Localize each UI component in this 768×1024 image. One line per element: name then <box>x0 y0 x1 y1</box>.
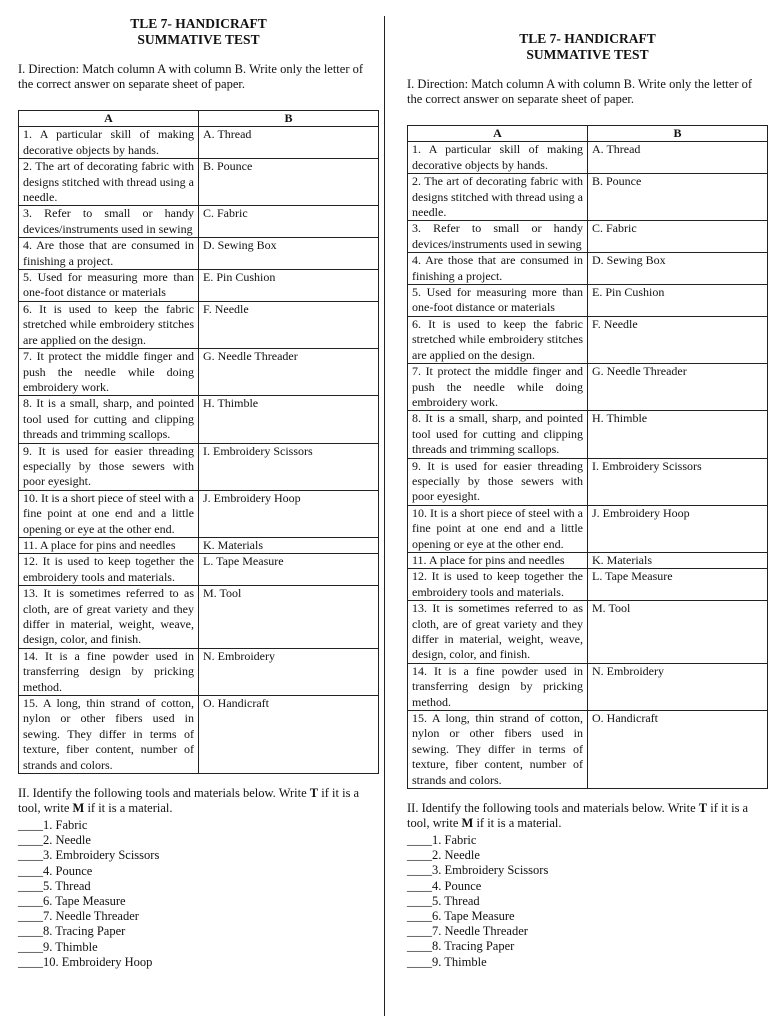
answer-cell: F. Needle <box>199 301 379 348</box>
question-cell: 15. A long, thin strand of cotton, nylon or other fibers used in sewing. They differ in terms of texture, fiber content, number of strands and colors. <box>408 711 588 789</box>
table-row <box>19 696 379 774</box>
list-item: ____2. Needle <box>18 833 91 848</box>
matching-table <box>407 125 768 789</box>
answer-cell: J. Embroidery Hoop <box>588 505 768 552</box>
list-item: ____3. Embroidery Scissors <box>407 863 549 878</box>
answer-cell: H. Thimble <box>588 411 768 458</box>
question-cell: 13. It is sometimes referred to as cloth, are of great variety and they differ in material, weight, weave, design, color, and finish. <box>408 601 588 664</box>
question-cell: 8. It is a small, sharp, and pointed tool used for cutting and clipping threads and trimming scallops. <box>19 396 199 443</box>
table-row <box>408 601 768 664</box>
question-cell: 10. It is a short piece of steel with a fine point at one end and a little opening or eye at the other end. <box>408 505 588 552</box>
question-cell: 11. A place for pins and needles <box>408 552 588 568</box>
list-item: ____1. Fabric <box>18 818 88 833</box>
question-cell: 14. It is a fine powder used in transferring design by pricking method. <box>408 663 588 710</box>
table-row <box>408 711 768 789</box>
item-list <box>18 818 379 970</box>
question-cell: 5. Used for measuring more than one-foot distance or materials <box>19 270 199 302</box>
table-row <box>408 253 768 285</box>
direction-text: I. Direction: Match column A with column B. Write only the letter of the correct answer on separate sheet of paper. <box>407 77 753 106</box>
table-row <box>408 221 768 253</box>
list-item: ____1. Fabric <box>407 833 477 848</box>
table-row <box>408 411 768 458</box>
column-b-header: B <box>199 111 379 127</box>
table-row <box>19 554 379 586</box>
answer-cell: B. Pounce <box>588 174 768 221</box>
question-cell: 2. The art of decorating fabric with designs stitched with thread using a needle. <box>408 174 588 221</box>
answer-cell: I. Embroidery Scissors <box>588 458 768 505</box>
question-cell: 4. Are those that are consumed in finishing a project. <box>19 238 199 270</box>
question-cell: 7. It protect the middle finger and push the needle while doing embroidery work. <box>19 349 199 396</box>
list-item: ____10. Embroidery Hoop <box>18 954 153 969</box>
question-cell: 3. Refer to small or handy devices/instruments used in sewing <box>408 221 588 253</box>
table-row <box>408 316 768 363</box>
list-item: ____4. Pounce <box>407 878 482 893</box>
question-cell: 13. It is sometimes referred to as cloth, are of great variety and they differ in material, weight, weave, design, color, and finish. <box>19 586 199 649</box>
table-row <box>19 238 379 270</box>
title-line-2: SUMMATIVE TEST <box>526 47 649 62</box>
list-item: ____6. Tape Measure <box>18 894 126 909</box>
answer-cell: C. Fabric <box>588 221 768 253</box>
answer-cell: B. Pounce <box>199 159 379 206</box>
answer-cell: A. Thread <box>588 142 768 174</box>
question-cell: 5. Used for measuring more than one-foot distance or materials <box>408 285 588 317</box>
left-column <box>18 16 379 970</box>
page-divider <box>384 16 385 1016</box>
table-row <box>19 490 379 537</box>
table-row <box>408 663 768 710</box>
answer-cell: M. Tool <box>588 601 768 664</box>
table-row <box>19 396 379 443</box>
question-cell: 2. The art of decorating fabric with designs stitched with thread using a needle. <box>19 159 199 206</box>
question-cell: 9. It is used for easier threading especially by those sewers with poor eyesight. <box>19 443 199 490</box>
answer-cell: G. Needle Threader <box>199 349 379 396</box>
table-row <box>19 301 379 348</box>
column-a-header: A <box>408 126 588 142</box>
answer-cell: N. Embroidery <box>588 663 768 710</box>
answer-cell: I. Embroidery Scissors <box>199 443 379 490</box>
table-row <box>19 537 379 553</box>
table-row <box>19 586 379 649</box>
table-row <box>408 364 768 411</box>
table-row <box>19 443 379 490</box>
direction-text: I. Direction: Match column A with column B. Write only the letter of the correct answer on separate sheet of paper. <box>18 62 364 91</box>
answer-cell: G. Needle Threader <box>588 364 768 411</box>
answer-cell: H. Thimble <box>199 396 379 443</box>
item-list <box>407 833 768 970</box>
table-row <box>408 285 768 317</box>
table-row <box>19 648 379 695</box>
question-cell: 1. A particular skill of making decorative objects by hands. <box>19 127 199 159</box>
answer-cell: L. Tape Measure <box>199 554 379 586</box>
question-cell: 14. It is a fine powder used in transferring design by pricking method. <box>19 648 199 695</box>
table-row <box>19 270 379 302</box>
part2-instruction: II. Identify the following tools and materials below. Write T if it is a tool, write M if it is a material. <box>407 801 749 831</box>
answer-cell: J. Embroidery Hoop <box>199 490 379 537</box>
table-row <box>19 127 379 159</box>
question-cell: 6. It is used to keep the fabric stretched while embroidery stitches are applied on the design. <box>19 301 199 348</box>
answer-cell: K. Materials <box>199 537 379 553</box>
answer-cell: N. Embroidery <box>199 648 379 695</box>
table-row <box>408 458 768 505</box>
table-row <box>408 552 768 568</box>
question-cell: 9. It is used for easier threading especially by those sewers with poor eyesight. <box>408 458 588 505</box>
table-row <box>408 142 768 174</box>
table-row <box>408 505 768 552</box>
list-item: ____9. Thimble <box>407 954 487 969</box>
question-cell: 12. It is used to keep together the embroidery tools and materials. <box>19 554 199 586</box>
question-cell: 8. It is a small, sharp, and pointed tool used for cutting and clipping threads and trimming scallops. <box>408 411 588 458</box>
right-column <box>407 31 768 970</box>
question-cell: 1. A particular skill of making decorative objects by hands. <box>408 142 588 174</box>
question-cell: 6. It is used to keep the fabric stretched while embroidery stitches are applied on the design. <box>408 316 588 363</box>
answer-cell: E. Pin Cushion <box>588 285 768 317</box>
column-b-header: B <box>588 126 768 142</box>
list-item: ____6. Tape Measure <box>407 909 515 924</box>
answer-cell: K. Materials <box>588 552 768 568</box>
matching-table <box>18 110 379 774</box>
answer-cell: A. Thread <box>199 127 379 159</box>
title-line-1: TLE 7- HANDICRAFT <box>519 31 656 46</box>
list-item: ____7. Needle Threader <box>407 924 528 939</box>
answer-cell: O. Handicraft <box>588 711 768 789</box>
list-item: ____7. Needle Threader <box>18 909 139 924</box>
title-line-2: SUMMATIVE TEST <box>137 32 260 47</box>
question-cell: 7. It protect the middle finger and push the needle while doing embroidery work. <box>408 364 588 411</box>
answer-cell: F. Needle <box>588 316 768 363</box>
list-item: ____8. Tracing Paper <box>407 939 515 954</box>
question-cell: 11. A place for pins and needles <box>19 537 199 553</box>
list-item: ____8. Tracing Paper <box>18 924 126 939</box>
title-line-1: TLE 7- HANDICRAFT <box>130 16 267 31</box>
question-cell: 4. Are those that are consumed in finishing a project. <box>408 253 588 285</box>
question-cell: 3. Refer to small or handy devices/instruments used in sewing <box>19 206 199 238</box>
answer-cell: E. Pin Cushion <box>199 270 379 302</box>
column-a-header: A <box>19 111 199 127</box>
answer-cell: D. Sewing Box <box>588 253 768 285</box>
table-row <box>408 569 768 601</box>
list-item: ____2. Needle <box>407 848 480 863</box>
question-cell: 10. It is a short piece of steel with a fine point at one end and a little opening or eye at the other end. <box>19 490 199 537</box>
question-cell: 15. A long, thin strand of cotton, nylon or other fibers used in sewing. They differ in terms of texture, fiber content, number of strands and colors. <box>19 696 199 774</box>
list-item: ____4. Pounce <box>18 863 93 878</box>
answer-cell: C. Fabric <box>199 206 379 238</box>
answer-cell: M. Tool <box>199 586 379 649</box>
answer-cell: D. Sewing Box <box>199 238 379 270</box>
answer-cell: O. Handicraft <box>199 696 379 774</box>
list-item: ____5. Thread <box>407 893 480 908</box>
list-item: ____3. Embroidery Scissors <box>18 848 160 863</box>
part2-instruction: II. Identify the following tools and materials below. Write T if it is a tool, write M if it is a material. <box>18 786 360 816</box>
table-row <box>19 206 379 238</box>
list-item: ____5. Thread <box>18 878 91 893</box>
table-row <box>408 174 768 221</box>
answer-cell: L. Tape Measure <box>588 569 768 601</box>
question-cell: 12. It is used to keep together the embroidery tools and materials. <box>408 569 588 601</box>
table-row <box>19 159 379 206</box>
table-row <box>19 349 379 396</box>
list-item: ____9. Thimble <box>18 939 98 954</box>
